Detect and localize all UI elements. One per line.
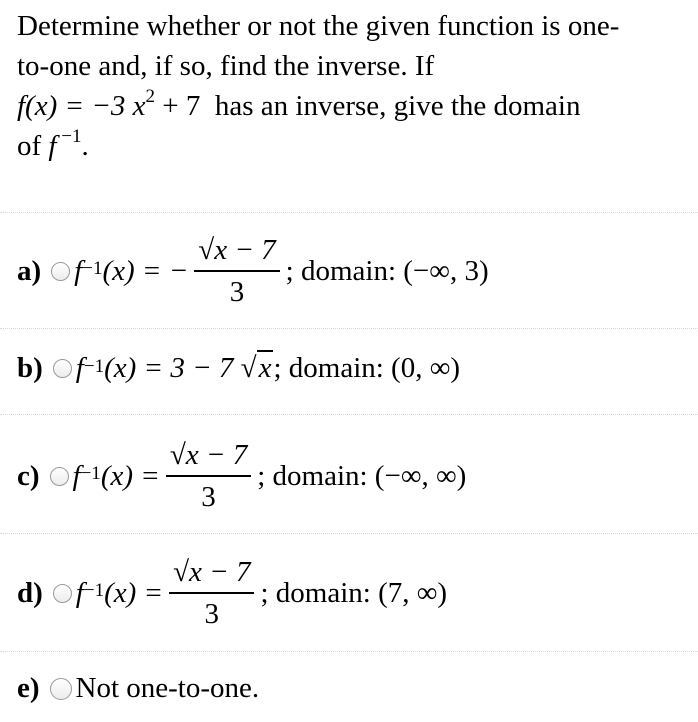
option-d-denominator: 3 xyxy=(204,598,220,630)
option-c: c) f $^{-1}$ (x) = $\frac{√x - 7}{3}$ ; domain: (−∞, ∞) xyxy=(17,439,467,513)
question-line-4 xyxy=(17,126,687,166)
function-exponent: 2 xyxy=(145,86,156,108)
question-line-3-tail: has an inverse, give the domain xyxy=(200,90,581,122)
option-a-letter: a) xyxy=(17,254,42,287)
option-c-sqrt-sign: √ xyxy=(169,439,186,471)
option-b: b) f $^{-1}$ (x) = 3 − 7 √x ; domain: (0, ∞) xyxy=(17,352,461,384)
option-b-arg: (x) = 3 − 7 xyxy=(104,352,241,384)
option-b-sqrt-inner: x xyxy=(258,352,272,384)
option-d-arg: (x) = xyxy=(104,576,164,609)
option-c-arg: (x) = xyxy=(100,459,160,492)
divider xyxy=(0,414,698,415)
question-line-3 xyxy=(17,86,687,126)
option-e-text: Not one-to-one. xyxy=(75,672,260,704)
option-d-radio[interactable] xyxy=(53,584,72,603)
option-c-numerator xyxy=(166,437,251,477)
option-b-domain: ; domain: (0, ∞) xyxy=(273,352,461,384)
option-c-fraction xyxy=(166,437,251,515)
inverse-exponent: −1 xyxy=(56,126,82,148)
option-d-sqrt-sign: √ xyxy=(173,556,190,588)
option-a-denominator: 3 xyxy=(229,276,245,308)
function-lhs: f(x) = −3 x xyxy=(17,90,146,122)
option-b-sqrt xyxy=(241,352,274,385)
question-line-4-post: . xyxy=(81,130,89,162)
option-c-letter: c) xyxy=(17,459,40,492)
option-e-letter: e) xyxy=(17,672,40,704)
option-a-domain: ; domain: (−∞, 3) xyxy=(285,254,489,287)
option-a-sqrt-sign: √ xyxy=(198,234,215,266)
question-line-2: to-one and, if so, find the inverse. If xyxy=(17,50,435,82)
option-d: d) f $^{-1}$ (x) = $\frac{√x - 7}{3}$ ; domain: (7, ∞) xyxy=(17,556,448,630)
option-c-denominator: 3 xyxy=(201,481,216,513)
option-d-f: f xyxy=(75,576,84,609)
option-a-f: f xyxy=(74,254,83,287)
option-e xyxy=(17,672,259,705)
option-c-f: f xyxy=(72,459,81,492)
option-c-radio[interactable] xyxy=(50,467,69,486)
option-d-numerator xyxy=(169,554,254,594)
option-b-letter: b) xyxy=(17,352,43,384)
question-line-4-pre: of xyxy=(17,130,49,162)
option-d-sqrt-inner: x − 7 xyxy=(189,556,251,588)
divider xyxy=(0,651,698,652)
function-rhs: + 7 xyxy=(155,90,201,122)
option-a: a) f $^{-1}$ (x) = − $\frac{√x - 7}{3}$ ; domain: (−∞, 3) xyxy=(17,234,489,308)
inverse-f: f xyxy=(48,130,57,162)
option-a-radio[interactable] xyxy=(51,262,70,281)
question-text xyxy=(17,6,687,166)
question-line-1: Determine whether or not the given function is one- xyxy=(17,10,620,42)
option-a-numerator xyxy=(194,232,279,272)
option-b-f: f xyxy=(75,352,84,384)
option-b-radio[interactable] xyxy=(53,359,72,378)
option-d-fraction xyxy=(169,554,254,632)
divider xyxy=(0,212,698,213)
divider xyxy=(0,533,698,534)
option-d-domain: ; domain: (7, ∞) xyxy=(260,576,448,609)
option-d-letter: d) xyxy=(17,576,43,609)
option-b-sqrt-sign: √ xyxy=(240,352,257,384)
option-e-radio[interactable] xyxy=(50,678,72,700)
option-c-domain: ; domain: (−∞, ∞) xyxy=(257,459,467,492)
option-a-fraction xyxy=(194,232,279,310)
divider xyxy=(0,328,698,329)
option-a-sqrt-inner: x − 7 xyxy=(214,234,276,266)
option-c-sqrt-inner: x − 7 xyxy=(185,439,248,471)
option-a-arg: (x) = − xyxy=(102,254,189,287)
